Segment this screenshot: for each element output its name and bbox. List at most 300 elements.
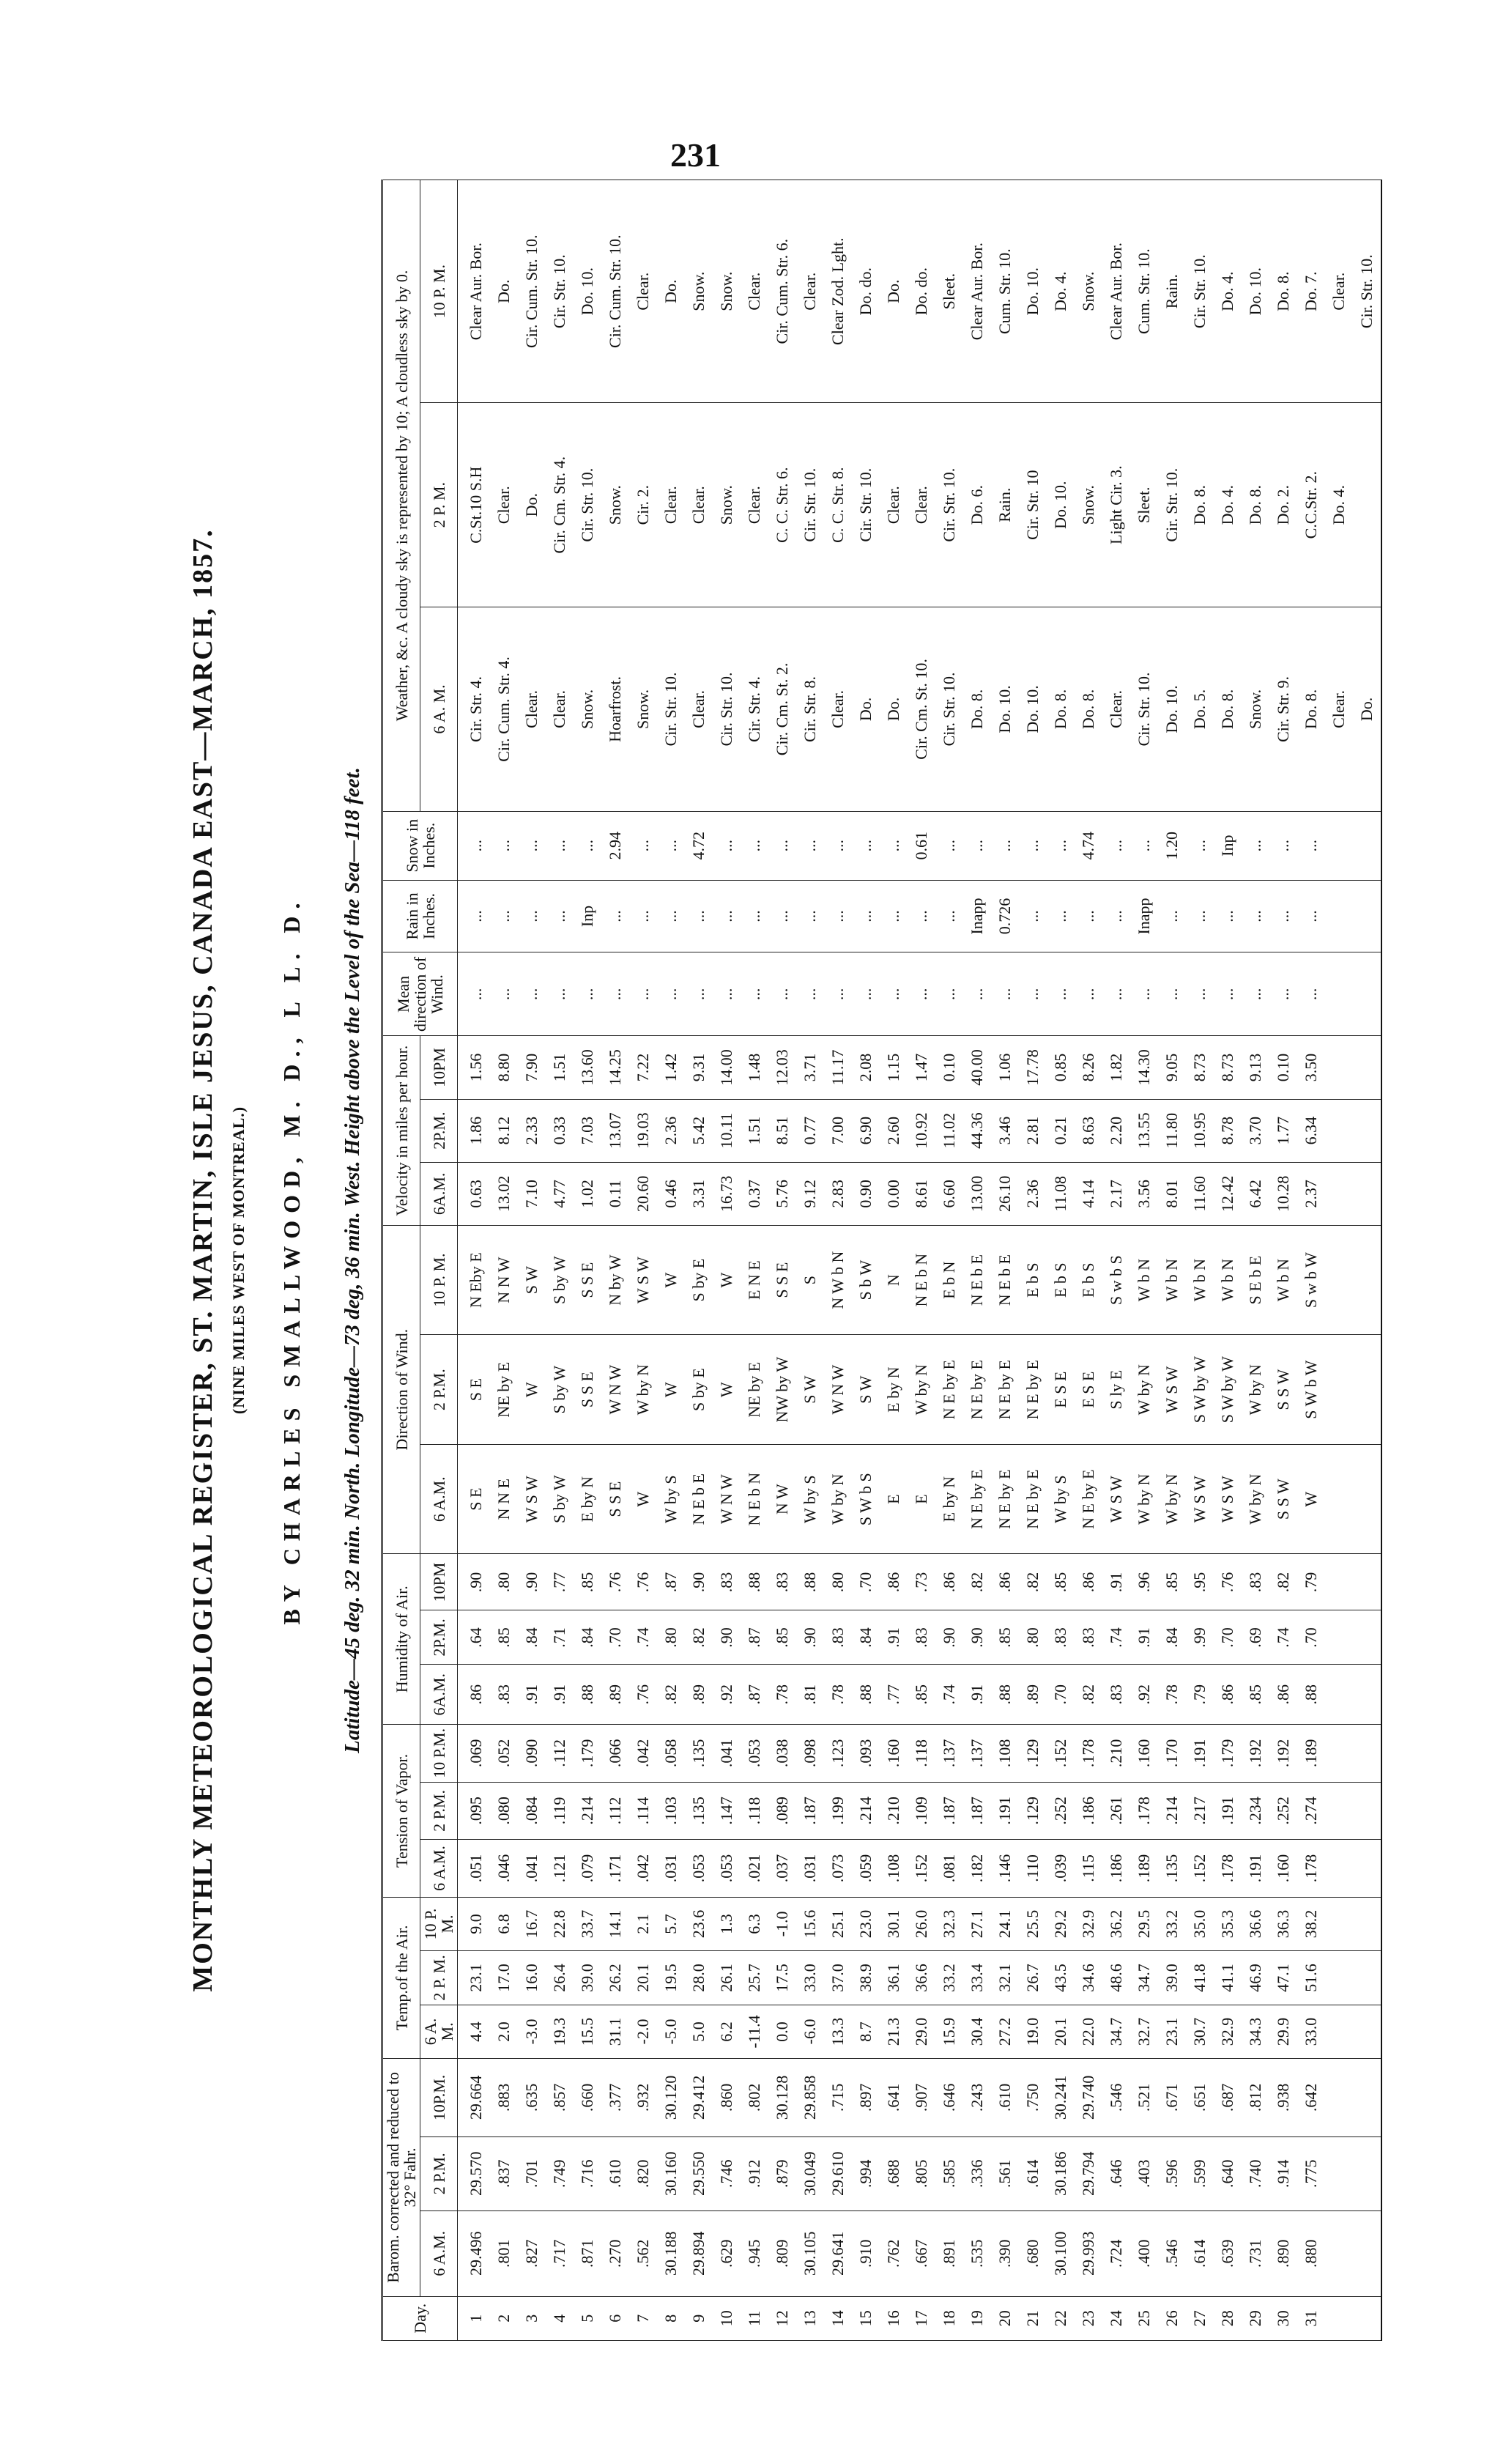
- sub-hum-2pm: 2P.M.: [420, 1610, 458, 1665]
- cell-snow: ...: [574, 811, 601, 880]
- cell-rain: ...: [1297, 880, 1325, 952]
- cell-w6: Do.: [880, 607, 908, 812]
- cell-d6: W by N: [1158, 1444, 1186, 1554]
- cell-w6: Cir. Str. 10.: [713, 607, 741, 812]
- cell-d2: S W: [796, 1335, 824, 1445]
- cell-w2: Do. 6.: [963, 403, 991, 607]
- cell-v6: .178: [1297, 1840, 1325, 1898]
- header-day: Day.: [382, 2296, 458, 2340]
- cell-h6: .82: [657, 1665, 685, 1725]
- cell-rain: 0.726: [991, 880, 1019, 952]
- cell-b10: 30.241: [1047, 2059, 1075, 2136]
- cell-s10: 14.00: [713, 1036, 741, 1099]
- cell-extra-v10: [1325, 1725, 1353, 1783]
- cell-w10: Do. do.: [852, 180, 880, 403]
- cell-s2: 13.07: [601, 1099, 629, 1162]
- cell-v6: .073: [824, 1840, 852, 1898]
- header-snow: Snow in Inches.: [382, 811, 458, 880]
- cell-s10: 1.82: [1102, 1036, 1130, 1099]
- cell-s10: 9.31: [685, 1036, 713, 1099]
- cell-extra-w10: Clear.: [1325, 180, 1353, 403]
- cell-b2: .740: [1242, 2136, 1269, 2210]
- cell-s6: 0.46: [657, 1162, 685, 1225]
- cell-b6: 30.188: [657, 2210, 685, 2296]
- cell-d10: S S E: [768, 1225, 796, 1335]
- cell-v2: .095: [458, 1782, 491, 1840]
- cell-d6: S by W: [546, 1444, 574, 1554]
- cell-t6: 30.4: [963, 2005, 991, 2058]
- cell-day: 9: [685, 2296, 713, 2340]
- cell-t6: 30.7: [1186, 2005, 1214, 2058]
- cell-b2: .614: [1019, 2136, 1047, 2210]
- cell-extra-s2: [1325, 1099, 1353, 1162]
- cell-t2: 16.0: [518, 1951, 546, 2005]
- cell-s2: 3.46: [991, 1099, 1019, 1162]
- cell-v10: .191: [1186, 1725, 1214, 1783]
- cell-h6: .88: [574, 1665, 601, 1725]
- cell-t2: 28.0: [685, 1951, 713, 2005]
- cell-rain: ...: [546, 880, 574, 952]
- cell-t10: 27.1: [963, 1897, 991, 1950]
- cell-t10: 6.8: [490, 1897, 518, 1950]
- cell-t2: 32.1: [991, 1951, 1019, 2005]
- cell-t6: 15.5: [574, 2005, 601, 2058]
- cell-md: ...: [546, 952, 574, 1036]
- cell-rain: ...: [1242, 880, 1269, 952]
- cell-t10: 23.6: [685, 1897, 713, 1950]
- cell-s2: 19.03: [629, 1099, 657, 1162]
- table-row: [518, 180, 546, 2341]
- cell-extra-snow: [1325, 811, 1353, 880]
- cell-b6: .270: [601, 2210, 629, 2296]
- cell-d2: W by N: [1242, 1335, 1269, 1445]
- cell-b2: .912: [741, 2136, 768, 2210]
- cell-s2: 1.77: [1269, 1099, 1297, 1162]
- cell-t10: 1.3: [713, 1897, 741, 1950]
- cell-b6: 30.100: [1047, 2210, 1075, 2296]
- cell-w2: Clear.: [880, 403, 908, 607]
- header-rain: Rain in Inches.: [382, 880, 458, 952]
- cell-s6: 2.17: [1102, 1162, 1130, 1225]
- cell-d2: W by N: [908, 1335, 935, 1445]
- cell-h10: .88: [741, 1554, 768, 1610]
- cell-t6: 20.1: [1047, 2005, 1075, 2058]
- cell-day: 19: [963, 2296, 991, 2340]
- cell-day: 12: [768, 2296, 796, 2340]
- cell-t2: 33.0: [796, 1951, 824, 2005]
- cell-b2: .914: [1269, 2136, 1297, 2210]
- cell-md: ...: [796, 952, 824, 1036]
- table-row: [852, 180, 880, 2341]
- sub-dir-10pm: 10 P. M.: [420, 1225, 458, 1335]
- cell-w2: C.St.10 S.H: [458, 403, 491, 607]
- cell-d10: W b N: [1269, 1225, 1297, 1335]
- cell-md: ...: [824, 952, 852, 1036]
- cell-v2: .114: [629, 1782, 657, 1840]
- cell-h6: .74: [935, 1665, 963, 1725]
- cell-b10: .857: [546, 2059, 574, 2136]
- cell-w10: Do. 7.: [1297, 180, 1325, 403]
- cell-d2: N E by E: [935, 1335, 963, 1445]
- cell-snow: ...: [518, 811, 546, 880]
- cell-b10: .907: [908, 2059, 935, 2136]
- cell-s6: 6.42: [1242, 1162, 1269, 1225]
- cell-v2: .187: [796, 1782, 824, 1840]
- cell-b6: .562: [629, 2210, 657, 2296]
- cell-b6: 29.496: [458, 2210, 491, 2296]
- cell-day: 31: [1297, 2296, 1325, 2340]
- cell-h2: .84: [518, 1610, 546, 1665]
- cell-d6: N E b N: [741, 1444, 768, 1554]
- cell-b10: .660: [574, 2059, 601, 2136]
- cell-v10: .090: [518, 1725, 546, 1783]
- cell-snow: ...: [741, 811, 768, 880]
- cell-d10: N E b E: [963, 1225, 991, 1335]
- cell-w6: Do. 10.: [991, 607, 1019, 812]
- cell-v6: .121: [546, 1840, 574, 1898]
- register-title: MONTHLY METEOROLOGICAL REGISTER, ST. MARTIN, ISLE JESUS, CANADA EAST—MARCH, 1857.: [188, 528, 218, 1992]
- cell-s6: 3.56: [1130, 1162, 1158, 1225]
- sub-tension-6am: 6 A.M.: [420, 1840, 458, 1898]
- cell-v6: .079: [574, 1840, 601, 1898]
- cell-s2: 2.33: [518, 1099, 546, 1162]
- cell-b6: .724: [1102, 2210, 1130, 2296]
- cell-snow: ...: [768, 811, 796, 880]
- cell-s10: 40.00: [963, 1036, 991, 1099]
- cell-v6: .053: [685, 1840, 713, 1898]
- cell-v6: .031: [796, 1840, 824, 1898]
- cell-d6: W N W: [713, 1444, 741, 1554]
- cell-md: ...: [458, 952, 491, 1036]
- cell-extra-md: [1353, 952, 1381, 1036]
- cell-snow: ...: [458, 811, 491, 880]
- cell-h2: .90: [935, 1610, 963, 1665]
- cell-t2: 43.5: [1047, 1951, 1075, 2005]
- cell-d2: N E by E: [963, 1335, 991, 1445]
- cell-v6: .039: [1047, 1840, 1075, 1898]
- cell-v2: .191: [1214, 1782, 1242, 1840]
- cell-v10: .192: [1242, 1725, 1269, 1783]
- cell-extra-w6: Clear.: [1325, 607, 1353, 812]
- cell-w2: Cir. Str. 10.: [1158, 403, 1186, 607]
- cell-s2: 6.34: [1297, 1099, 1325, 1162]
- cell-s2: 7.00: [824, 1099, 852, 1162]
- cell-d6: N W: [768, 1444, 796, 1554]
- header-barometer: Barom. corrected and reduced to 32° Fahr.: [382, 2059, 420, 2296]
- cell-b10: 29.664: [458, 2059, 491, 2136]
- cell-b6: .680: [1019, 2210, 1047, 2296]
- cell-t2: 39.0: [1158, 1951, 1186, 2005]
- cell-b10: .546: [1102, 2059, 1130, 2136]
- cell-v10: .152: [1047, 1725, 1075, 1783]
- cell-rain: ...: [796, 880, 824, 952]
- cell-h2: .91: [880, 1610, 908, 1665]
- cell-b6: .535: [963, 2210, 991, 2296]
- cell-rain: Inapp: [963, 880, 991, 952]
- sub-barom-10pm: 10P.M.: [420, 2059, 458, 2136]
- cell-d6: E by N: [935, 1444, 963, 1554]
- cell-w6: Snow.: [574, 607, 601, 812]
- cell-snow: ...: [1242, 811, 1269, 880]
- cell-t2: 47.1: [1269, 1951, 1297, 2005]
- cell-b6: .880: [1297, 2210, 1325, 2296]
- cell-h10: .87: [657, 1554, 685, 1610]
- cell-b6: .639: [1214, 2210, 1242, 2296]
- cell-s10: 12.03: [768, 1036, 796, 1099]
- table-row: [991, 180, 1019, 2341]
- cell-v10: .189: [1297, 1725, 1325, 1783]
- cell-s6: 13.02: [490, 1162, 518, 1225]
- cell-w2: Do. 10.: [1047, 403, 1075, 607]
- cell-t2: 38.9: [852, 1951, 880, 2005]
- cell-v6: .046: [490, 1840, 518, 1898]
- cell-b10: .883: [490, 2059, 518, 2136]
- cell-t6: -2.0: [629, 2005, 657, 2058]
- cell-t6: 32.7: [1130, 2005, 1158, 2058]
- cell-w6: Cir. Str. 4.: [741, 607, 768, 812]
- cell-day: 23: [1075, 2296, 1102, 2340]
- cell-d2: NE by E: [741, 1335, 768, 1445]
- cell-b2: 30.186: [1047, 2136, 1075, 2210]
- cell-w10: Clear Aur. Bor.: [963, 180, 991, 403]
- cell-h2: .84: [852, 1610, 880, 1665]
- cell-t2: 26.4: [546, 1951, 574, 2005]
- cell-b10: .377: [601, 2059, 629, 2136]
- cell-w10: Cir. Cum. Str. 10.: [601, 180, 629, 403]
- cell-b10: .938: [1269, 2059, 1297, 2136]
- cell-v2: .129: [1019, 1782, 1047, 1840]
- cell-s6: 20.60: [629, 1162, 657, 1225]
- cell-d2: W N W: [824, 1335, 852, 1445]
- cell-v6: .115: [1075, 1840, 1102, 1898]
- cell-h2: .90: [796, 1610, 824, 1665]
- table-row: [768, 180, 796, 2341]
- cell-extra-b6: [1325, 2210, 1353, 2296]
- cell-t6: 31.1: [601, 2005, 629, 2058]
- cell-t6: 21.3: [880, 2005, 908, 2058]
- cell-day: 10: [713, 2296, 741, 2340]
- cell-s2: 7.03: [574, 1099, 601, 1162]
- cell-b2: .749: [546, 2136, 574, 2210]
- cell-t10: 36.2: [1102, 1897, 1130, 1950]
- sub-tension-10pm: 10 P.M.: [420, 1725, 458, 1783]
- cell-extra-w6: Do.: [1353, 607, 1381, 812]
- cell-snow: ...: [824, 811, 852, 880]
- cell-t10: 25.5: [1019, 1897, 1047, 1950]
- cell-v6: .182: [963, 1840, 991, 1898]
- cell-h10: .88: [796, 1554, 824, 1610]
- cell-b6: .910: [852, 2210, 880, 2296]
- cell-s2: 8.78: [1214, 1099, 1242, 1162]
- header-row-main: [382, 180, 420, 2341]
- cell-w2: Do. 8.: [1242, 403, 1269, 607]
- cell-v2: .214: [852, 1782, 880, 1840]
- cell-h10: .90: [458, 1554, 491, 1610]
- cell-b10: .521: [1130, 2059, 1158, 2136]
- table-row: [796, 180, 824, 2341]
- cell-s10: 8.26: [1075, 1036, 1102, 1099]
- cell-d10: W b N: [1214, 1225, 1242, 1335]
- cell-d2: NW by W: [768, 1335, 796, 1445]
- cell-b2: .640: [1214, 2136, 1242, 2210]
- cell-h2: .83: [908, 1610, 935, 1665]
- table-row: [657, 180, 685, 2341]
- cell-w6: Cir. Str. 10.: [1130, 607, 1158, 812]
- cell-snow: ...: [1297, 811, 1325, 880]
- cell-snow: ...: [1269, 811, 1297, 880]
- cell-snow: 1.20: [1158, 811, 1186, 880]
- cell-s6: 0.11: [601, 1162, 629, 1225]
- cell-b10: .860: [713, 2059, 741, 2136]
- cell-d10: E b S: [1047, 1225, 1075, 1335]
- sub-vel-10pm: 10PM: [420, 1036, 458, 1099]
- cell-extra-d6: [1353, 1444, 1381, 1554]
- cell-t10: 26.0: [908, 1897, 935, 1950]
- cell-h2: .84: [1158, 1610, 1186, 1665]
- cell-v10: .210: [1102, 1725, 1130, 1783]
- cell-d6: W by S: [1047, 1444, 1075, 1554]
- cell-t6: 13.3: [824, 2005, 852, 2058]
- cell-w2: Sleet.: [1130, 403, 1158, 607]
- cell-s10: 11.17: [824, 1036, 852, 1099]
- cell-h6: .91: [518, 1665, 546, 1725]
- cell-s6: 26.10: [991, 1162, 1019, 1225]
- table-row: [1019, 180, 1047, 2341]
- cell-s6: 0.90: [852, 1162, 880, 1225]
- cell-d10: S by E: [685, 1225, 713, 1335]
- cell-v6: .053: [713, 1840, 741, 1898]
- cell-h6: .85: [908, 1665, 935, 1725]
- cell-d10: W b N: [1130, 1225, 1158, 1335]
- cell-h6: .78: [1158, 1665, 1186, 1725]
- cell-d10: E N E: [741, 1225, 768, 1335]
- cell-w6: Do. 8.: [1047, 607, 1075, 812]
- cell-b2: .837: [490, 2136, 518, 2210]
- cell-w10: Do. do.: [908, 180, 935, 403]
- cell-d6: W S W: [1186, 1444, 1214, 1554]
- cell-v10: .112: [546, 1725, 574, 1783]
- cell-rain: ...: [657, 880, 685, 952]
- cell-v2: .118: [741, 1782, 768, 1840]
- cell-d10: S by W: [546, 1225, 574, 1335]
- cell-t2: 51.6: [1297, 1951, 1325, 2005]
- cell-w10: Do.: [657, 180, 685, 403]
- cell-d10: W S W: [629, 1225, 657, 1335]
- cell-v10: .192: [1269, 1725, 1297, 1783]
- cell-b10: .715: [824, 2059, 852, 2136]
- cell-s6: 1.02: [574, 1162, 601, 1225]
- cell-t2: 17.0: [490, 1951, 518, 2005]
- cell-v10: .160: [880, 1725, 908, 1783]
- cell-w6: Cir. Cum. Str. 4.: [490, 607, 518, 812]
- cell-b2: .820: [629, 2136, 657, 2210]
- cell-t2: 36.1: [880, 1951, 908, 2005]
- cell-w6: Cir. Str. 8.: [796, 607, 824, 812]
- cell-s2: 2.81: [1019, 1099, 1047, 1162]
- cell-b10: .243: [963, 2059, 991, 2136]
- cell-b10: .897: [852, 2059, 880, 2136]
- cell-h2: .85: [490, 1610, 518, 1665]
- cell-t6: 19.0: [1019, 2005, 1047, 2058]
- cell-day: 16: [880, 2296, 908, 2340]
- cell-s10: 1.06: [991, 1036, 1019, 1099]
- cell-t2: 20.1: [629, 1951, 657, 2005]
- cell-extra-h6: [1325, 1665, 1353, 1725]
- cell-v6: .081: [935, 1840, 963, 1898]
- cell-s2: 10.95: [1186, 1099, 1214, 1162]
- table-row: [1130, 180, 1158, 2341]
- cell-w2: Clear.: [490, 403, 518, 607]
- cell-s10: 1.48: [741, 1036, 768, 1099]
- cell-extra-snow: [1353, 811, 1381, 880]
- cell-w10: Do. 10.: [1019, 180, 1047, 403]
- cell-b2: .879: [768, 2136, 796, 2210]
- cell-s2: 8.63: [1075, 1099, 1102, 1162]
- cell-day: 6: [601, 2296, 629, 2340]
- cell-t2: 23.1: [458, 1951, 491, 2005]
- cell-b2: .403: [1130, 2136, 1158, 2210]
- cell-h2: .74: [629, 1610, 657, 1665]
- cell-s6: 3.31: [685, 1162, 713, 1225]
- cell-rain: ...: [490, 880, 518, 952]
- cell-t2: 19.5: [657, 1951, 685, 2005]
- cell-snow: 2.94: [601, 811, 629, 880]
- cell-md: ...: [1130, 952, 1158, 1036]
- cell-s10: 8.73: [1214, 1036, 1242, 1099]
- cell-d10: N Eby E: [458, 1225, 491, 1335]
- cell-t6: 34.7: [1102, 2005, 1130, 2058]
- cell-d2: S E: [458, 1335, 491, 1445]
- cell-v2: .089: [768, 1782, 796, 1840]
- cell-w2: Do. 4.: [1214, 403, 1242, 607]
- cell-t10: 35.3: [1214, 1897, 1242, 1950]
- cell-v10: .118: [908, 1725, 935, 1783]
- cell-w2: Snow.: [1075, 403, 1102, 607]
- table-row: [546, 180, 574, 2341]
- table-row: [1158, 180, 1186, 2341]
- cell-h6: .79: [1186, 1665, 1214, 1725]
- cell-extra-d2: [1325, 1335, 1353, 1445]
- cell-d6: S S W: [1269, 1444, 1297, 1554]
- cell-v6: .051: [458, 1840, 491, 1898]
- cell-v6: .042: [629, 1840, 657, 1898]
- cell-snow: ...: [796, 811, 824, 880]
- cell-rain: ...: [908, 880, 935, 952]
- cell-snow: ...: [490, 811, 518, 880]
- cell-rain: ...: [824, 880, 852, 952]
- cell-h10: .80: [824, 1554, 852, 1610]
- cell-s6: 6.60: [935, 1162, 963, 1225]
- table-row-extra: [1353, 180, 1381, 2341]
- cell-w6: Clear.: [1102, 607, 1130, 812]
- table-row: [824, 180, 852, 2341]
- cell-h2: .80: [657, 1610, 685, 1665]
- sub-vel-2pm: 2P.M.: [420, 1099, 458, 1162]
- cell-s2: 11.02: [935, 1099, 963, 1162]
- cell-s6: 4.77: [546, 1162, 574, 1225]
- cell-md: ...: [852, 952, 880, 1036]
- cell-v2: .109: [908, 1782, 935, 1840]
- cell-w2: Clear.: [908, 403, 935, 607]
- cell-w2: Cir. Str. 10.: [574, 403, 601, 607]
- cell-b10: .750: [1019, 2059, 1047, 2136]
- cell-snow: ...: [852, 811, 880, 880]
- table-row: [1242, 180, 1269, 2341]
- cell-extra-h10: [1325, 1554, 1353, 1610]
- cell-day: 1: [458, 2296, 491, 2340]
- cell-d2: W: [713, 1335, 741, 1445]
- cell-t6: -6.0: [796, 2005, 824, 2058]
